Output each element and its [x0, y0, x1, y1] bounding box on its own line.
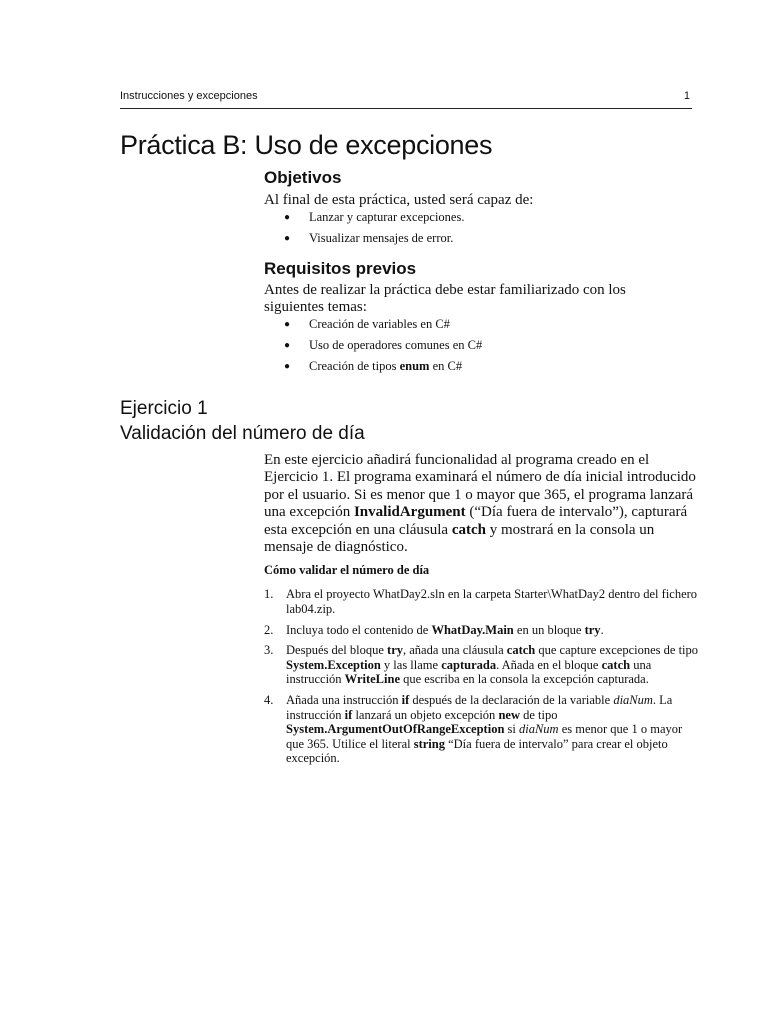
requisitos-list	[264, 317, 704, 374]
objetivos-heading: Objetivos	[264, 168, 342, 187]
running-title: Instrucciones y excepciones	[120, 90, 258, 102]
exercise-intro: En este ejercicio añadirá funcionalidad al programa creado en el Ejercicio 1. El programa examinará el número de día inicial introducido por el usuario. Si es menor que 1 o mayor que 365, el programa lanzará una excepción InvalidArgument (“Día fuera de intervalo”), capturará esta excepción en una cláusula catch y mostrará en la consola un mensaje de diagnóstico.	[264, 452, 696, 556]
page-header	[120, 90, 692, 108]
bullet-icon: ●	[284, 361, 291, 372]
bullet-icon: ●	[284, 319, 291, 330]
objetivos-intro: Al final de esta práctica, usted será capaz de:	[264, 192, 534, 208]
exercise-title: Validación del número de día	[120, 423, 365, 444]
exercise-body	[264, 452, 700, 772]
list-item: 4. Añada una instrucción if después de la declaración de la variable diaNum. La instrucción if lanzará un objeto excepción new de tipo System.ArgumentOutOfRangeException si diaNum es menor que 1 o mayor que 365. Utilice el literal string “Día fuera de intervalo” para crear el objeto excepción.	[264, 693, 683, 766]
list-item: ● Creación de tipos enum en C#	[284, 359, 463, 373]
requisitos-heading: Requisitos previos	[264, 259, 417, 278]
list-item: ● Lanzar y capturar excepciones.	[284, 210, 465, 224]
bullet-icon: ●	[284, 340, 291, 351]
list-item: ● Visualizar mensajes de error.	[284, 231, 454, 245]
bullet-icon: ●	[284, 233, 291, 244]
steps-list	[264, 587, 700, 766]
list-item: 3. Después del bloque try, añada una cláusula catch que capture excepciones de tipo System.Exception y las llame capturada. Añada en el bloque catch una instrucción WriteLine que escriba en la consola la excepción capturada.	[264, 643, 699, 687]
procedure-title: Cómo validar el número de día	[264, 563, 430, 578]
page-title: Práctica B: Uso de excepciones	[120, 130, 493, 160]
bullet-icon: ●	[284, 212, 291, 223]
page-number: 1	[683, 90, 690, 102]
objetivos-section	[264, 168, 704, 252]
list-item: ● Uso de operadores comunes en C#	[284, 338, 483, 352]
exercise-number: Ejercicio 1	[120, 398, 208, 419]
requisitos-intro: Antes de realizar la práctica debe estar familiarizado con los siguientes temas:	[264, 282, 626, 315]
header-rule	[120, 108, 692, 109]
list-item: 1. Abra el proyecto WhatDay2.sln en la carpeta Starter\WhatDay2 dentro del fichero lab04.zip.	[264, 587, 698, 617]
objetivos-list	[264, 210, 704, 246]
list-item: ● Creación de variables en C#	[284, 317, 450, 331]
exercise-heading	[120, 396, 365, 446]
list-item: 2. Incluya todo el contenido de WhatDay.Main en un bloque try.	[264, 622, 604, 637]
requisitos-section	[264, 259, 704, 380]
